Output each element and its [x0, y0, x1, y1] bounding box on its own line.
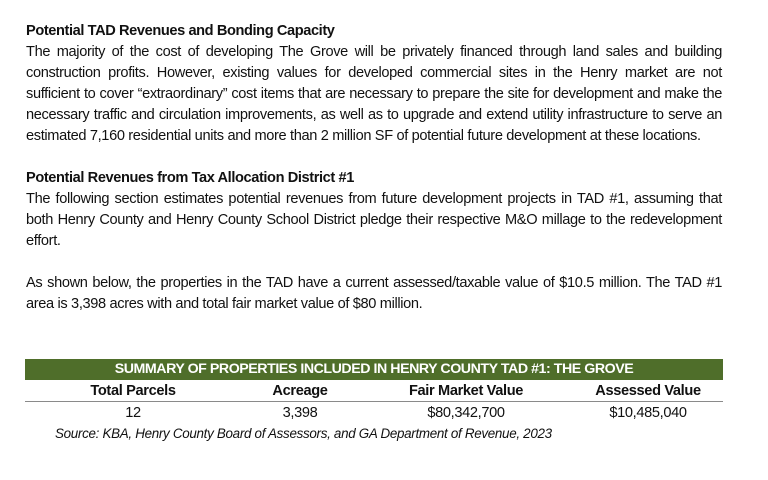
- summary-table-grid: [25, 380, 723, 424]
- paragraph-tad1-values: As shown below, the properties in the TAD have a current assessed/taxable value of $10.5 million. The TAD #1 area is 3,398 acres with and total fair market value of $80 million.: [26, 275, 722, 312]
- section-heading-tad-revenues: Potential TAD Revenues and Bonding Capacity: [26, 23, 335, 39]
- table-row: [25, 402, 723, 425]
- cell-total-parcels: 12: [125, 405, 141, 421]
- paragraph-tad1-estimates: The following section estimates potential revenues from future development projects in TAD #1, assuming that both Henry County and Henry County School District pledge their respective M&O millage to the redevelopment effort.: [26, 191, 722, 249]
- table-header-row: [25, 380, 723, 402]
- column-header-fair-market-value: Fair Market Value: [359, 380, 573, 402]
- cell-assessed-value: $10,485,040: [609, 405, 687, 421]
- column-header-total-parcels: Total Parcels: [25, 380, 241, 402]
- cell-fair-market-value: $80,342,700: [427, 405, 505, 421]
- summary-table-title: SUMMARY OF PROPERTIES INCLUDED IN HENRY COUNTY TAD #1: THE GROVE: [25, 359, 723, 380]
- cell-acreage: 3,398: [282, 405, 318, 421]
- section-heading-tad1-revenues: Potential Revenues from Tax Allocation District #1: [26, 170, 354, 186]
- column-header-acreage: Acreage: [241, 380, 359, 402]
- column-header-assessed-value: Assessed Value: [573, 380, 723, 402]
- document-body: [26, 21, 722, 315]
- paragraph-spacer: [26, 252, 722, 273]
- summary-table: [25, 359, 723, 424]
- table-source-note: Source: KBA, Henry County Board of Assessors, and GA Department of Revenue, 2023: [55, 426, 552, 441]
- paragraph-tad-revenues: The majority of the cost of developing The Grove will be privately financed through land sales and building construction profits. However, existing values for developed commercial sites in the Henry market are not sufficient to cover “extraordinary” cost items that are necessary to prepare the site for development and make the necessary traffic and circulation improvements, as well as to upgrade and extend utility infrastructure to serve an estimated 7,160 residential units and more than 2 million SF of potential future development at these locations.: [26, 44, 722, 144]
- paragraph-spacer: [26, 147, 722, 168]
